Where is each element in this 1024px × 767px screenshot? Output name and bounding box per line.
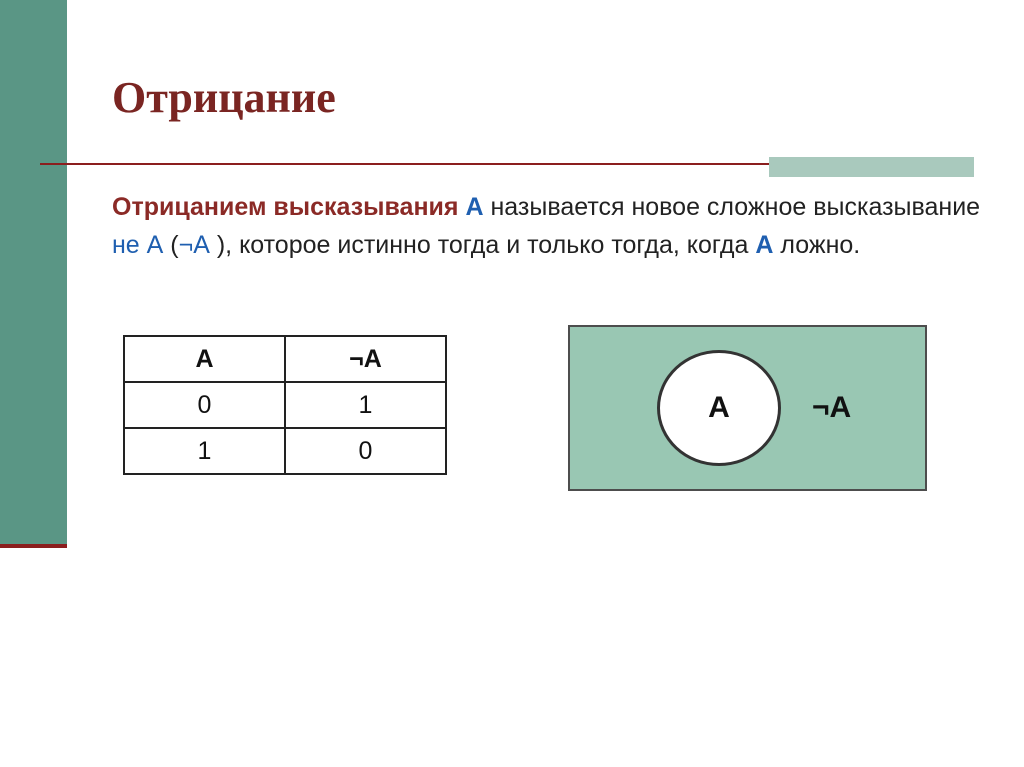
venn-diagram (568, 325, 927, 491)
definition-variable-a: А (465, 193, 484, 221)
side-accent-bar (0, 0, 67, 546)
truth-table (123, 335, 447, 475)
definition-variable-a-2: А (755, 231, 774, 259)
definition-term: Отрицанием высказывания (112, 193, 459, 221)
definition-not-a-symbol: ¬А (178, 231, 210, 259)
truth-table-row (124, 382, 446, 428)
venn-set-a-circle (657, 350, 781, 466)
truth-table-row (124, 428, 446, 474)
definition-text-4: ложно. (773, 231, 861, 259)
definition-not-a-words: не А (112, 231, 164, 259)
venn-inside-label: А (708, 391, 730, 424)
truth-table-cell: 0 (285, 428, 446, 474)
definition-text-1: называется новое сложное высказывание (483, 193, 981, 221)
truth-table-cell: 1 (285, 382, 446, 428)
truth-table-header-not-a: ¬А (285, 336, 446, 382)
definition-paragraph (112, 188, 992, 264)
venn-outside-label: ¬А (812, 391, 852, 424)
definition-text-3: ), которое истинно тогда и только тогда, когда (209, 231, 756, 259)
truth-table-cell: 0 (124, 382, 285, 428)
truth-table-header-a: А (124, 336, 285, 382)
title-divider-accent (769, 157, 974, 177)
truth-table-cell: 1 (124, 428, 285, 474)
truth-table-header-row (124, 336, 446, 382)
slide-title: Отрицание (112, 73, 336, 122)
side-accent-underline (0, 544, 67, 548)
definition-text-2: ( (163, 231, 179, 259)
